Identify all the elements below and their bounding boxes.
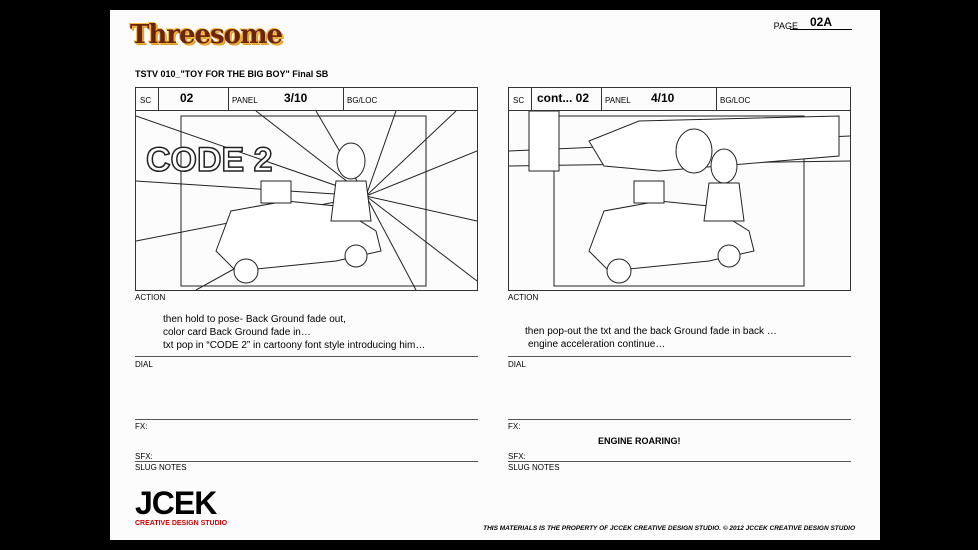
divider [508,356,851,357]
action-line: engine acceleration continue… [528,339,666,350]
fx-label: FX: [508,422,521,431]
sc-value: cont... 02 [537,91,590,105]
divider [135,461,478,462]
bgloc-label: BG/LOC [347,96,378,105]
panel-value: 3/10 [284,91,308,105]
sc-label: SC [140,96,152,105]
panel-header [136,88,477,111]
bgloc-label: BG/LOC [720,96,751,105]
action-line: color card Back Ground fade in… [163,327,311,338]
code-2-text: CODE 2 [146,141,273,179]
storyboard-title: TSTV 010_"TOY FOR THE BIG BOY" Final SB [135,69,329,79]
threesome-logo: Threesome [130,20,283,50]
sfx-value: ENGINE ROARING! [598,436,681,446]
jcek-logo-subtitle: CREATIVE DESIGN STUDIO [135,520,228,527]
action-line: txt pop in “CODE 2” in cartoony font style introducing him… [163,340,426,351]
panel-1-sketch [136,111,477,290]
panel-2-sketch [509,111,850,290]
panel-value: 4/10 [651,91,675,105]
page-number: 02A [790,15,852,30]
action-line: then hold to pose- Back Ground fade out, [163,314,346,325]
action-text [525,325,777,351]
divider [135,419,478,420]
slug-notes-label: SLUG NOTES [508,463,560,472]
sc-label: SC [513,96,525,105]
dial-label: DIAL [135,360,153,369]
panel-label: PANEL [232,96,258,105]
action-line: then pop-out the txt and the back Ground fade in back … [525,326,777,337]
action-label: ACTION [508,293,539,302]
sc-value: 02 [180,91,194,105]
slug-notes-label: SLUG NOTES [135,463,187,472]
jcek-logo: JCEK [135,485,217,521]
action-label: ACTION [135,293,166,302]
fx-label: FX: [135,422,148,431]
sfx-label: SFX: [508,452,526,461]
copyright-footer: THIS MATERIALS IS THE PROPERTY OF JCCEK CREATIVE DESIGN STUDIO. © 2012 JCCEK CREATIVE DESIGN STUDIO [483,525,855,532]
panel-1 [135,87,478,291]
divider [508,461,851,462]
panel-2 [508,87,851,291]
dial-label: DIAL [508,360,526,369]
storyboard-sheet [110,10,880,540]
panel-label: PANEL [605,96,631,105]
divider [135,356,478,357]
page-label: PAGE [773,21,798,31]
action-text [163,313,425,352]
sfx-label: SFX: [135,452,153,461]
panel-header [509,88,850,111]
divider [508,419,851,420]
